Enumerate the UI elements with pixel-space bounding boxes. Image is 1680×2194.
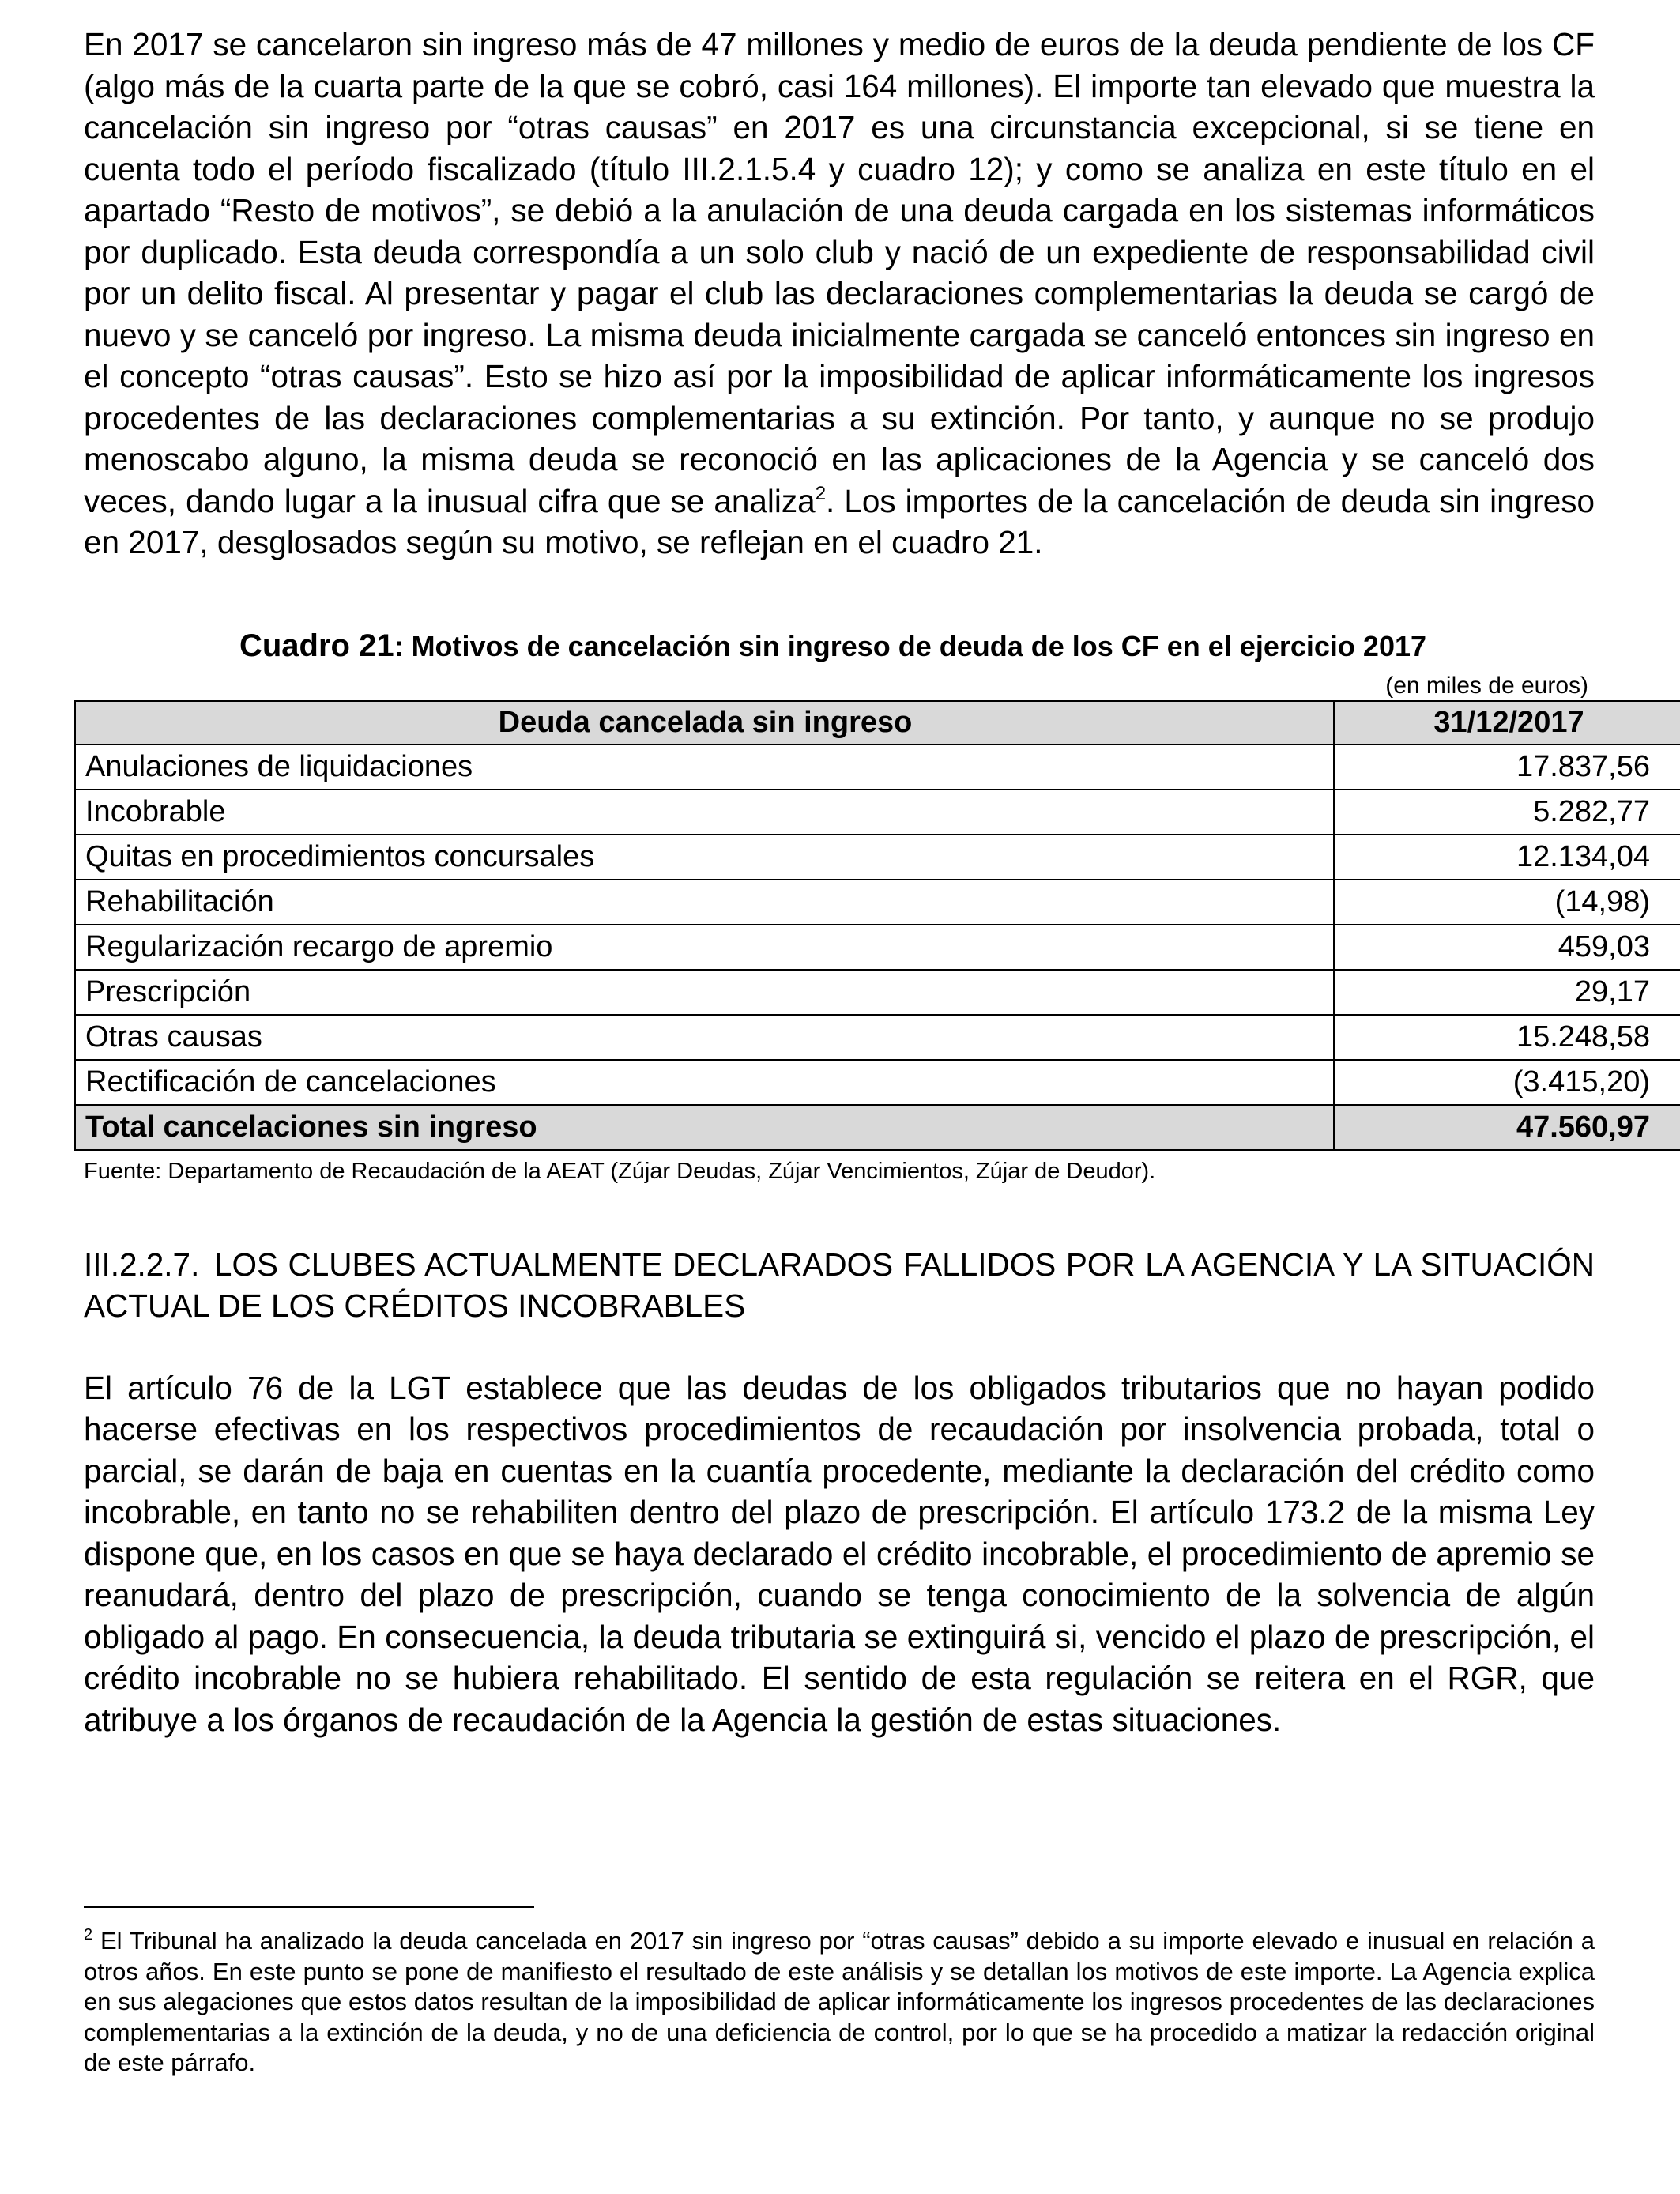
row-label: Quitas en procedimientos concursales (75, 835, 1334, 880)
footnote (84, 1926, 1595, 2079)
section-title: LOS CLUBES ACTUALMENTE DECLARADOS FALLIDOS POR LA AGENCIA Y LA SITUACIÓN ACTUAL DE LOS CRÉDITOS INCOBRABLES (84, 1246, 1595, 1324)
section-paragraph: El artículo 76 de la LGT establece que las deudas de los obligados tributarios que no hayan podido hacerse efectivas en los respectivos procedimientos de recaudación por insolvencia probada, total o parcial, se darán de baja en cuentas en la cuantía procedente, mediante la declaración del crédito como incobrable, en tanto no se rehabiliten dentro del plazo de prescripción. El artículo 173.2 de la misma Ley dispone que, en los casos en que se haya declarado el crédito incobrable, el procedimiento de apremio se reanudará, dentro del plazo de prescripción, cuando se tenga conocimiento de la solvencia de algún obligado al pago. En consecuencia, la deuda tributaria se extinguirá si, vencido el plazo de prescripción, el crédito incobrable no se hubiera rehabilitado. El sentido de esta regulación se reitera en el RGR, que atribuye a los órganos de recaudación de la Agencia la gestión de estas situaciones. (84, 1369, 1595, 1738)
footnote-separator (84, 1906, 534, 1908)
intro-text-end: . Los importes de la cancelación de deuda sin ingreso en 2017, desglosados según su motivo, se reflejan en el cuadro 21. (84, 482, 1595, 560)
intro-text: En 2017 se cancelaron sin ingreso más de 47 millones y medio de euros de la deuda pendiente de los CF (algo más de la cuarta parte de la que se cobró, casi 164 millones). El importe tan elevado que muestra la cancelación sin ingreso por “otras causas” en 2017 es una circunstancia excepcional, si se tiene en cuenta todo el período fiscalizado (título III.2.1.5.4 y cuadro 12); y como se analiza en este título en el apartado “Resto de motivos”, se debió a la anulación de una deuda cargada en los sistemas informáticos por duplicado. Esta deuda correspondía a un solo club y nació de un expediente de responsabilidad civil por un delito fiscal. Al presentar y pagar el club las declaraciones complementarias la deuda se cargó de nuevo y se canceló por ingreso. La misma deuda inicialmente cargada se canceló entonces sin ingreso en el concepto “otras causas”. Esto se hizo así por la imposibilidad de aplicar informáticamente los ingresos procedentes de las declaraciones complementarias a su extinción. Por tanto, y aunque no se produjo menoscabo alguno, la misma deuda se reconoció en las aplicaciones de la Agencia y se canceló dos veces, dando lugar a la inusual cifra que se analiza (84, 26, 1595, 519)
footnote-text: El Tribunal ha analizado la deuda cancelada en 2017 sin ingreso por “otras causas” debido a su importe elevado e inusual en relación a otros años. En este punto se pone de manifiesto el resultado de este análisis y se detallan los motivos de este importe. La Agencia explica en sus alegaciones que estos datos resultan de la imposibilidad de aplicar informáticamente los ingresos procedentes de las declaraciones complementarias a la extinción de la deuda, y no de una deficiencia de control, por lo que se ha procedido a matizar la redacción original de este párrafo. (84, 1927, 1595, 2076)
column-header-concept: Deuda cancelada sin ingreso (75, 701, 1334, 745)
table-row (75, 835, 1680, 880)
row-value: 17.837,56 (1334, 745, 1680, 790)
table-row (75, 970, 1680, 1015)
cancellation-table (74, 700, 1680, 1151)
row-value: 459,03 (1334, 925, 1680, 970)
table-row (75, 1060, 1680, 1105)
table-row (75, 925, 1680, 970)
row-value: 5.282,77 (1334, 790, 1680, 835)
row-label: Otras causas (75, 1015, 1334, 1060)
table-row (75, 1015, 1680, 1060)
table-header-row (75, 701, 1680, 745)
intro-paragraph (84, 24, 1595, 564)
table-caption (84, 628, 1595, 664)
row-label: Rectificación de cancelaciones (75, 1060, 1334, 1105)
footnote-reference[interactable]: 2 (815, 482, 827, 504)
row-value: (14,98) (1334, 880, 1680, 925)
row-label: Regularización recargo de apremio (75, 925, 1334, 970)
row-value: 29,17 (1334, 970, 1680, 1015)
total-value: 47.560,97 (1334, 1105, 1680, 1150)
total-label: Total cancelaciones sin ingreso (75, 1105, 1334, 1150)
table-row (75, 790, 1680, 835)
table-source-note: Fuente: Departamento de Recaudación de la AEAT (Zújar Deudas, Zújar Vencimientos, Zújar de Deudor). (84, 1158, 1156, 1184)
table-caption-prefix: Cuadro 21 (239, 628, 394, 663)
row-value: 12.134,04 (1334, 835, 1680, 880)
section-number: III.2.2.7. (84, 1246, 200, 1283)
table-total-row (75, 1105, 1680, 1150)
table-caption-title: : Motivos de cancelación sin ingreso de deuda de los CF en el ejercicio 2017 (394, 629, 1427, 662)
column-header-date: 31/12/2017 (1334, 701, 1680, 745)
row-label: Incobrable (75, 790, 1334, 835)
table-row (75, 880, 1680, 925)
table-row (75, 745, 1680, 790)
row-value: 15.248,58 (1334, 1015, 1680, 1060)
row-label: Prescripción (75, 970, 1334, 1015)
table-units: (en miles de euros) (1385, 672, 1588, 699)
section-heading (84, 1244, 1595, 1326)
row-value: (3.415,20) (1334, 1060, 1680, 1105)
row-label: Anulaciones de liquidaciones (75, 745, 1334, 790)
footnote-marker: 2 (84, 1926, 93, 1943)
page-content (84, 24, 1650, 1740)
row-label: Rehabilitación (75, 880, 1334, 925)
